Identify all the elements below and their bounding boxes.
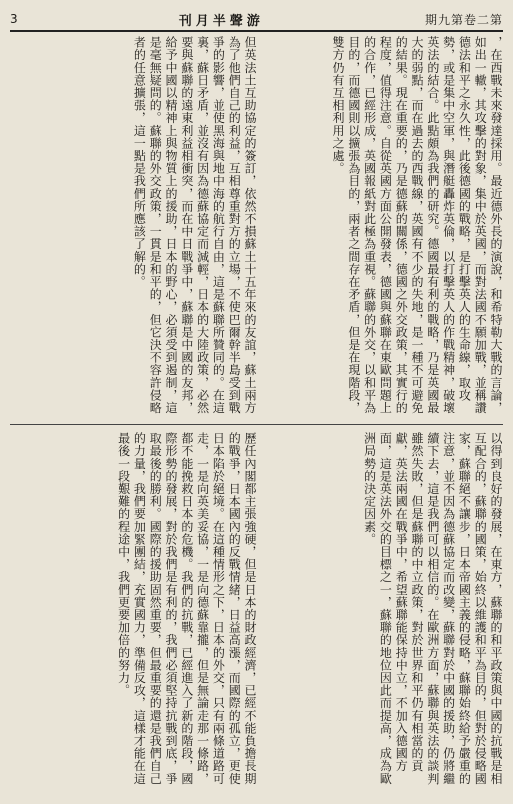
- page-header: [10, 8, 503, 32]
- page-number: 3: [10, 12, 18, 26]
- text-column-top-right: ，在西戰未來發達採用。最近德外長的演說，和希特勒大戰的言論，如出一轍，其攻擊的對象，集中於英國，而對法國不願加戰，並稱讚德法和平之永久性，此後德國的戰略，是打擊英人的生命線，取攻勢，或是集中空軍，與潛艇轟炸英倫，以打擊英人的作戰精神，破壞英法的結合。此點頗為我們的研究。德國最有利的戰略，乃是英國最大的弱點，而在過去的西戰線，英國有不少的失地，是一種不可避免的結果。現在重要的，乃是德蘇的關係，德國之外交政策，其實行的程度，值得注意。自從英國方面公開發表，德國與蘇聯在東歐問題上的合作，已經形成，英國報紙對此極為重視。蘇聯的外交，以和平為目的，而德國則以擴張為目的，兩者之間存在矛盾，但是在現階段，雙方仍有互相利用之處。: [331, 36, 503, 414]
- issue-label: 期九第卷二第: [424, 12, 503, 27]
- bottom-band: [10, 432, 503, 792]
- publication-title: 刊月半聲游: [178, 13, 264, 29]
- section-divider: [10, 424, 503, 425]
- top-band: [10, 36, 503, 420]
- article-body: [10, 36, 503, 794]
- text-column-top-left: 但英法土互助協定的簽訂，依然不損蘇土十五年來的友誼，蘇土兩方為了他們自己的利益，互相尊重對方的立場，不使巴爾幹半島受到戰爭的影響，並使黑海與地中海的航行自由，這是蘇聯所贊同的。在這裏，蘇日矛盾，並沒有因為德蘇協定而減輕，日本的大陸政策，必然要與蘇聯的遠東利益相衝突，而在中日戰爭中，蘇聯是中國的友邦，給予中國以精神上與物質上的援助，日本的野心，必須受到遏制，這是毫無疑問的。蘇聯的外交政策，一貫是和平的，但它決不容許侵略者的任意擴張，這一點是我們所應該了解的。: [132, 36, 257, 414]
- text-column-bottom-right: 以得到良好的發展，在東方，蘇聯的和平政策與中國的抗戰是相互配合的，蘇聯的國策，始終以維護和平為目的，但對於侵略國家，蘇聯絕不讓步，日本帝國主義的侵略，蘇聯始終給予嚴重的注意，並不因為德蘇協定而改變，蘇聯對於中國的援助，仍將繼續下去，這是我們可以相信的。在歐洲方面，蘇聯與英法的談判雖然失敗，但是蘇聯的中立政策，對於世界和平仍有相當的貢獻，英法兩國在戰爭中，希望蘇聯能保持中立，不加入德國方面，這是英法外交的目標之一，蘇聯的地位因此而提高，成為歐洲局勢的決定因素。: [362, 432, 503, 785]
- text-column-bottom-left: 歷任內閣都主張強硬，但是日本的財政經濟，已經不能負擔長期的戰爭，日本國內的反戰情緒，日益高漲，而國際的孤立，更使日本陷於絕境。在這種情形之下，日本的外交，只有兩條道路可走，一是向英美妥協，一是向德蘇靠攏，但是無論走那一條路，都不能挽救日本的危機。我們的抗戰，已經進入了新的階段，國際形勢的發展，對於我們是有利的，我們必須堅持抗戰到底，爭取最後的勝利。國際的援助固然重要，但最重要的還是我們自己的力量，我們要加緊團結，充實國力，準備反攻，這樣才能在這最後一段艱難的程途中，我們更要加倍的努力。: [116, 432, 257, 785]
